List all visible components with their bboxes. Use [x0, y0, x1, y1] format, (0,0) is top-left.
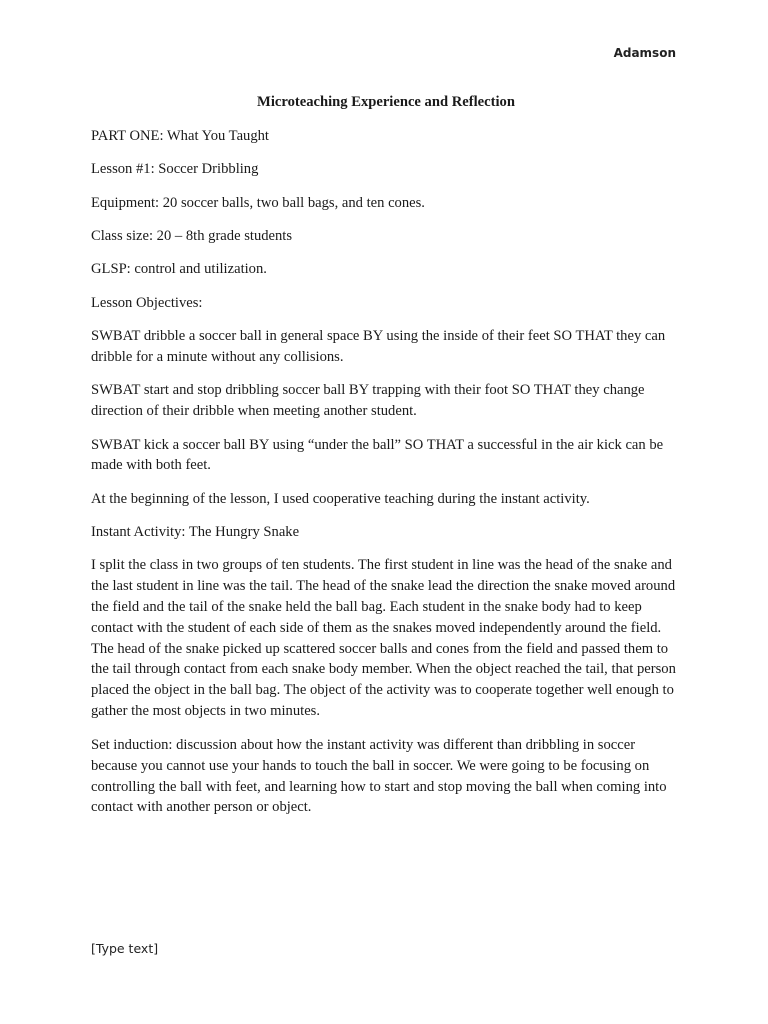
document-body — [91, 92, 681, 831]
paragraph-objective-3: SWBAT kick a soccer ball BY using “under the ball” SO THAT a successful in the air kick can be made with both feet. — [91, 436, 664, 474]
paragraph-lesson: Lesson #1: Soccer Dribbling — [91, 161, 259, 178]
paragraph-cooperative-teaching: At the beginning of the lesson, I used cooperative teaching during the instant activity. — [91, 490, 590, 507]
paragraph-equipment: Equipment: 20 soccer balls, two ball bags, and ten cones. — [91, 194, 425, 211]
paragraph-set-induction: Set induction: discussion about how the instant activity was different than dribbling in soccer because you cannot use your hands to touch the ball in soccer. We were going to be focusing on controlling the ball with feet, and learning how to start and stop moving the ball when coming into contact with another person or object. — [91, 737, 667, 816]
paragraph-objective-1: SWBAT dribble a soccer ball in general space BY using the inside of their feet SO THAT they can dribble for a minute without any collisions. — [91, 328, 666, 365]
paragraph-instant-activity-heading: Instant Activity: The Hungry Snake — [91, 524, 300, 541]
footer-placeholder: [Type text] — [91, 941, 159, 956]
paragraph-hungry-snake: I split the class in two groups of ten students. The first student in line was the head of the snake and the last student in line was the tail. The head of the snake lead the direction the snake moved around the field and the tail of the snake held the ball bag. Each student in the snake body had to keep contact with the student of each side of them as the snakes moved independently around the field. The head of the snake picked up scattered soccer balls and cones from the field and passed them to the tail through contact from each snake body member. When the object reached the tail, that person placed the object in the ball bag. The object of the activity was to cooperate together well enough to gather the most objects in two minutes. — [91, 557, 676, 720]
paragraph-class-size: Class size: 20 – 8th grade students — [91, 227, 293, 244]
header-author: Adamson — [613, 46, 676, 60]
document-title: Microteaching Experience and Reflection — [257, 94, 515, 110]
paragraph-objectives-heading: Lesson Objectives: — [91, 294, 203, 311]
paragraph-part-heading: PART ONE: What You Taught — [91, 127, 269, 144]
paragraph-glsp: GLSP: control and utilization. — [91, 261, 267, 278]
paragraph-objective-2: SWBAT start and stop dribbling soccer ball BY trapping with their foot SO THAT they change direction of their dribble when meeting another student. — [91, 382, 645, 420]
